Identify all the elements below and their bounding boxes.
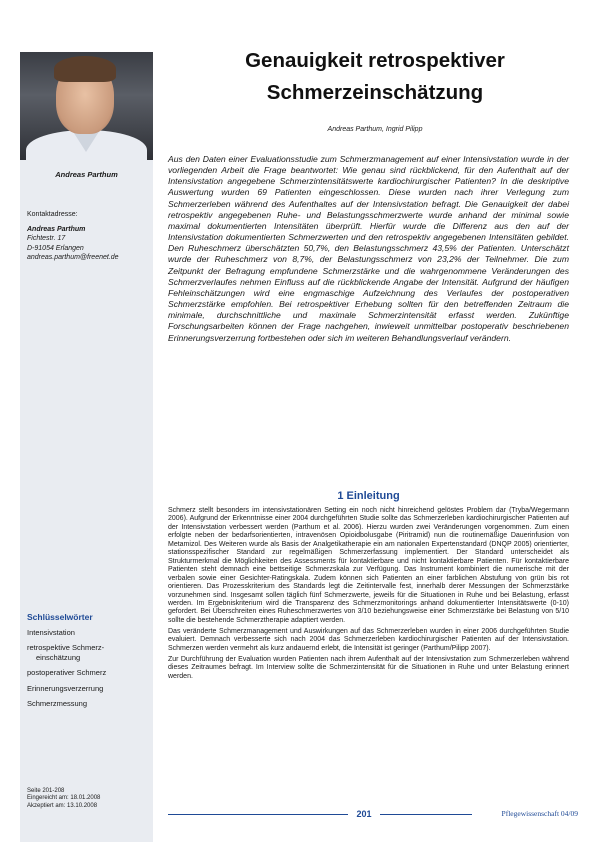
- keyword-item-line: einschätzung: [36, 652, 81, 662]
- body-paragraph: Das veränderte Schmerzmanagement und Auswirkungen auf das Schmerzerleben wurden in einer 2006 durchgeführten Studie evaluiert. Demnach verbesserte sich nach 2004 das Schmerzerleben kardiochirurgischer Patienten auf der Intensivstation. Schmerzen werden vermehrt als kurz andauernd erlebt, die Intensität ist geringer (Parthum/Pilipp 2007).: [168, 627, 569, 652]
- keywords-title: Schlüsselwörter: [27, 612, 93, 622]
- accepted-date: Akzeptiert am: 13.10.2008: [27, 802, 98, 809]
- photo-hair: [54, 56, 116, 82]
- author-photo: [20, 52, 153, 160]
- keyword-item-line: retrospektive Schmerz-: [27, 643, 105, 652]
- contact-block: [27, 210, 152, 262]
- contact-email[interactable]: andreas.parthum@freenet.de: [27, 253, 119, 261]
- author-photo-caption: Andreas Parthum: [55, 170, 118, 179]
- contact-name: Andreas Parthum: [27, 226, 86, 234]
- abstract: Aus den Daten einer Evaluationsstudie zum Schmerzmanagement auf einer Intensivstation wurde in der vorliegenden Arbeit die Frage beantwortet: Wie genau sind rückblickend, für den Aufenthalt auf der Intensivstation angegebene Schmerzintensitätswerte kardiochirurgischer Patienten? In die deskriptive Auswertung wurden 69 Patienten eingeschlossen. Diese wurden nach ihrer Verlegung zum Schmerzerleben während des Aufenthaltes auf der Intensivstation befragt. Die Genauigkeit der dabei retrospektiv angegebenen Ruhe- und Belastungsschmerzwerte wurde anhand der minimal sowie maximal dokumentierten Intensitäten überprüft. Hierfür wurde die Differenz aus den auf der Intensivstation dokumentierten Schmerzwerten und den retrospektiv angegebenen Intensitäten gebildet. Den Ruheschmerz überschätzten 50,7%, den Belastungsschmerz 43,5% der Patienten. Unterschätzt wurde der Ruheschmerz von 8,7%, der Belastungsschmerz von 23,2% der Teilnehmer. Die zum Zeitpunkt der Befragung empfundene Schmerzstärke und die wahrgenommene Veränderungen des Schmerzverlaufes nehmen Einfluss auf die rückblickende Angabe der Intensität. Aufgrund der häufigen Fehleinschätzungen wird eine engmaschige Aufzeichnung des Verlaufes der postoperativen Schmerzstärke empfohlen. Bei retrospektiver Erhebung sollten für den betreffenden Zeitraum die minimale, durchschnittliche und maximale Schmerzintensität erfasst werden. Zukünftige Forschungsarbeiten können der Frage nachgehen, inwieweit unmittelbar postoperativ beschriebenen Erinnerungsverzerrung fortbestehen oder sich im weiteren Behandlungsverlauf verändern.: [168, 154, 569, 343]
- keyword-item: Schmerzmessung: [27, 699, 88, 708]
- submission-meta: [27, 788, 152, 810]
- article-title: [175, 45, 575, 109]
- section-heading: 1 Einleitung: [337, 490, 400, 502]
- body-text: [168, 507, 569, 684]
- keywords-block: [27, 613, 152, 715]
- article-title-line: Genauigkeit retrospektiver: [245, 49, 505, 72]
- article-authors: Andreas Parthum, Ingrid Pilipp: [327, 126, 423, 133]
- body-paragraph: Zur Durchführung der Evaluation wurden Patienten nach ihrem Aufenthalt auf der Intensivstation zum Schmerzerleben während dieses Zeitraumes befragt. Im Interview sollte die Schmerzintensität für die Situationen in Ruhe und unter Belastung erinnert werden.: [168, 655, 569, 680]
- keyword-item: Intensivstation: [27, 627, 75, 637]
- submitted-date: Eingereicht am: 18.01.2008: [27, 795, 101, 802]
- keyword-item: Erinnerungsverzerrung: [27, 683, 104, 693]
- contact-city: D-91054 Erlangen: [27, 244, 84, 252]
- page-number: 201: [348, 808, 380, 820]
- keyword-item: postoperativer Schmerz: [27, 668, 107, 677]
- keyword-item: [27, 643, 152, 662]
- contact-label: Kontaktadresse:: [27, 211, 78, 218]
- article-title-line: Schmerzeinschätzung: [266, 81, 484, 104]
- contact-street: Fichtestr. 17: [27, 235, 66, 243]
- page-range: Seite 201-208: [27, 788, 65, 794]
- journal-name: Pflegewissenschaft 04/09: [472, 808, 578, 820]
- body-paragraph: Schmerz stellt besonders im intensivstationären Setting ein noch nicht hinreichend gelöstes Problem dar (Tryba/Wegermann 2006). Aufgrund der Erkenntnisse einer 2004 durchgeführten Studie sollte das Schmerzerleben kardiochirurgischer Patienten auf der Intensivstation verbessert werden (Parthum et al. 2006). Hierzu wurden zwei Veränderungen vorgenommen. Zum einen erfolgte neben der bedarfsorientierten, intravenösen Opioidbolusgabe (Piritramid) nun die routinemäßige Dauerinfusion von Metamizol. Des Weiteren wurde als Basis der Analgetikatherapie ein am nationalen Expertenstandard (DNQP 2005) orientierter, stationsspezifischer Standard zur regelmäßigen Schmerzerfassung implementiert. Der Standard unterscheidet als Strukturmerkmal die Möglichkeiten des Assessments für kontaktierbare und nicht kontaktierbare Patienten. Für kontaktierbare Patienten steht demnach eine bettseitige Schmerzskala zur Verfügung. Das Instrument kombiniert die numerische mit der verbalen sowie einer Gesichter-Ratingskala. Zudem können sich Patienten an einer farblichen Abstufung von grün bis rot orientieren. Das Prozesskriterium des Standards legt die Zeitintervalle fest, innerhalb derer Messungen der Schmerzstärke vorzunehmen sind. Insgesamt sollen täglich fünf Schmerzwerte, jeweils für die Situationen in Ruhe und bei Belastung, erfasst werden. Im Ergebniskriterium wird die Transparenz des Schmerzmonitorings anhand dokumentierter Intensitätswerte (0-10) gefordert. Bei Überschreiten eines Ruheschmerzwertes von 3/10 beziehungsweise einer Schmerzstärke bei Belastung von 5/10 sollte die bestehende Schmerztherapie adaptiert werden.: [168, 507, 569, 624]
